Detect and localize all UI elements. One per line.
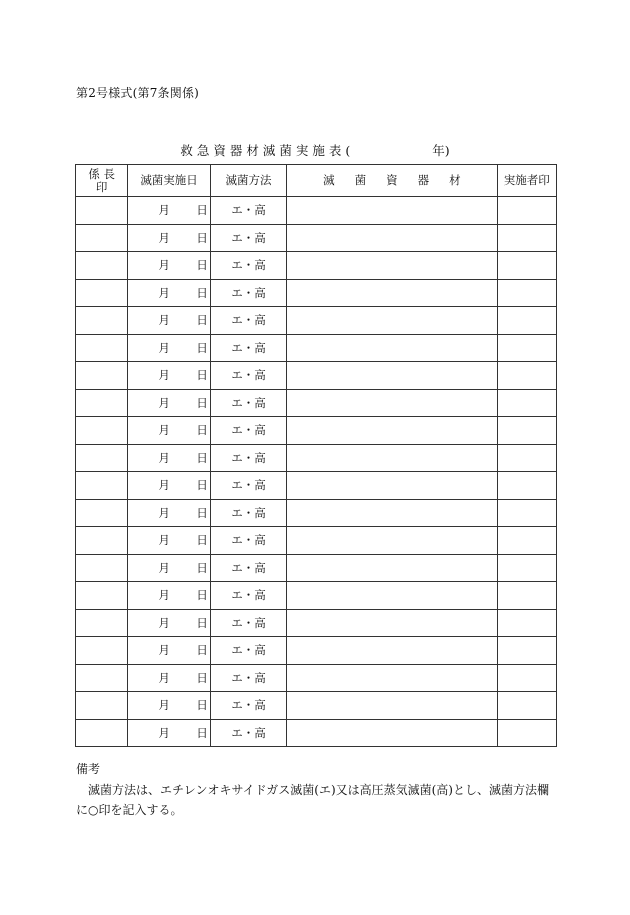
equipment-cell[interactable] (287, 527, 497, 555)
table-row (76, 252, 557, 280)
method-cell[interactable]: エ・高 (210, 472, 286, 500)
table-row (76, 637, 557, 665)
header-equipment: 滅 菌 資 器 材 (287, 165, 497, 197)
date-cell[interactable] (128, 527, 211, 555)
date-cell[interactable] (128, 499, 211, 527)
header-date: 滅菌実施日 (128, 165, 211, 197)
month-label: 月 (158, 698, 170, 713)
equipment-cell[interactable] (287, 637, 497, 665)
day-label: 日 (196, 478, 208, 493)
day-label: 日 (196, 588, 208, 603)
operator-seal-cell[interactable] (497, 334, 556, 362)
table-row (76, 362, 557, 390)
method-cell[interactable]: エ・高 (210, 279, 286, 307)
chief-seal-cell[interactable] (76, 582, 128, 610)
month-label: 月 (158, 670, 170, 685)
month-label: 月 (158, 478, 170, 493)
equipment-cell[interactable] (287, 582, 497, 610)
day-label: 日 (196, 203, 208, 218)
operator-seal-cell[interactable] (497, 362, 556, 390)
title-text: 救急資器材滅菌実施表( (180, 143, 355, 158)
document-title (0, 141, 630, 159)
date-cell[interactable] (128, 637, 211, 665)
method-cell[interactable]: エ・高 (210, 609, 286, 637)
notes-title: 備考 (76, 762, 101, 776)
chief-seal-cell[interactable] (76, 637, 128, 665)
method-cell[interactable]: エ・高 (210, 719, 286, 747)
day-label: 日 (196, 258, 208, 273)
date-cell[interactable] (128, 389, 211, 417)
method-cell[interactable]: エ・高 (210, 527, 286, 555)
table-row (76, 307, 557, 335)
day-label: 日 (196, 230, 208, 245)
day-label: 日 (196, 698, 208, 713)
method-cell[interactable]: エ・高 (210, 362, 286, 390)
date-cell[interactable] (128, 417, 211, 445)
chief-seal-cell[interactable] (76, 664, 128, 692)
date-cell[interactable] (128, 472, 211, 500)
method-cell[interactable]: エ・高 (210, 444, 286, 472)
operator-seal-cell[interactable] (497, 637, 556, 665)
title-year-suffix: 年) (432, 143, 450, 158)
equipment-cell[interactable] (287, 197, 497, 225)
method-cell[interactable]: エ・高 (210, 582, 286, 610)
date-cell[interactable] (128, 692, 211, 720)
table-row (76, 224, 557, 252)
chief-seal-cell[interactable] (76, 417, 128, 445)
date-cell[interactable] (128, 334, 211, 362)
month-label: 月 (158, 560, 170, 575)
table-row (76, 279, 557, 307)
date-cell[interactable] (128, 224, 211, 252)
table-row (76, 527, 557, 555)
month-label: 月 (158, 450, 170, 465)
equipment-cell[interactable] (287, 224, 497, 252)
equipment-cell[interactable] (287, 252, 497, 280)
equipment-cell[interactable] (287, 554, 497, 582)
operator-seal-cell[interactable] (497, 692, 556, 720)
header-chief-line2: 印 (95, 179, 108, 194)
day-label: 日 (196, 505, 208, 520)
month-label: 月 (158, 230, 170, 245)
date-cell[interactable] (128, 609, 211, 637)
date-cell[interactable] (128, 664, 211, 692)
method-cell[interactable]: エ・高 (210, 224, 286, 252)
operator-seal-cell[interactable] (497, 527, 556, 555)
method-cell[interactable]: エ・高 (210, 252, 286, 280)
table-row (76, 719, 557, 747)
table-row (76, 472, 557, 500)
equipment-cell[interactable] (287, 279, 497, 307)
header-operator-seal: 実施者印 (497, 165, 556, 197)
operator-seal-cell[interactable] (497, 389, 556, 417)
operator-seal-cell[interactable] (497, 499, 556, 527)
header-method: 滅菌方法 (210, 165, 286, 197)
date-cell[interactable] (128, 582, 211, 610)
equipment-cell[interactable] (287, 472, 497, 500)
month-label: 月 (158, 340, 170, 355)
day-label: 日 (196, 643, 208, 658)
operator-seal-cell[interactable] (497, 554, 556, 582)
month-label: 月 (158, 505, 170, 520)
chief-seal-cell[interactable] (76, 197, 128, 225)
table-row (76, 609, 557, 637)
equipment-cell[interactable] (287, 417, 497, 445)
equipment-cell[interactable] (287, 609, 497, 637)
equipment-cell[interactable] (287, 362, 497, 390)
method-cell[interactable]: エ・高 (210, 417, 286, 445)
day-label: 日 (196, 670, 208, 685)
equipment-cell[interactable] (287, 334, 497, 362)
date-cell[interactable] (128, 554, 211, 582)
chief-seal-cell[interactable] (76, 307, 128, 335)
chief-seal-cell[interactable] (76, 252, 128, 280)
operator-seal-cell[interactable] (497, 444, 556, 472)
month-label: 月 (158, 725, 170, 740)
table-row (76, 444, 557, 472)
day-label: 日 (196, 450, 208, 465)
date-cell[interactable] (128, 362, 211, 390)
chief-seal-cell[interactable] (76, 389, 128, 417)
table-row (76, 692, 557, 720)
chief-seal-cell[interactable] (76, 719, 128, 747)
date-cell[interactable] (128, 444, 211, 472)
operator-seal-cell[interactable] (497, 472, 556, 500)
method-cell[interactable]: エ・高 (210, 389, 286, 417)
date-cell[interactable] (128, 279, 211, 307)
operator-seal-cell[interactable] (497, 582, 556, 610)
month-label: 月 (158, 588, 170, 603)
equipment-cell[interactable] (287, 307, 497, 335)
method-cell[interactable]: エ・高 (210, 692, 286, 720)
day-label: 日 (196, 615, 208, 630)
operator-seal-cell[interactable] (497, 664, 556, 692)
sterilization-record-table (75, 164, 557, 747)
month-label: 月 (158, 368, 170, 383)
method-cell[interactable]: エ・高 (210, 664, 286, 692)
day-label: 日 (196, 725, 208, 740)
table-row (76, 417, 557, 445)
operator-seal-cell[interactable] (497, 609, 556, 637)
form-number: 第2号様式(第7条関係) (76, 86, 200, 100)
method-cell[interactable]: エ・高 (210, 334, 286, 362)
method-cell[interactable]: エ・高 (210, 307, 286, 335)
table-row (76, 389, 557, 417)
chief-seal-cell[interactable] (76, 224, 128, 252)
table-row (76, 197, 557, 225)
notes-body: 滅菌方法は、エチレンオキサイドガス滅菌(エ)又は高圧蒸気滅菌(高)とし、滅菌方法欄に○印を記入する。 (76, 783, 549, 817)
month-label: 月 (158, 395, 170, 410)
day-label: 日 (196, 285, 208, 300)
table-row (76, 334, 557, 362)
operator-seal-cell[interactable] (497, 197, 556, 225)
day-label: 日 (196, 423, 208, 438)
month-label: 月 (158, 203, 170, 218)
chief-seal-cell[interactable] (76, 692, 128, 720)
equipment-cell[interactable] (287, 692, 497, 720)
operator-seal-cell[interactable] (497, 279, 556, 307)
chief-seal-cell[interactable] (76, 554, 128, 582)
operator-seal-cell[interactable] (497, 417, 556, 445)
date-cell[interactable] (128, 197, 211, 225)
month-label: 月 (158, 423, 170, 438)
table-row (76, 499, 557, 527)
chief-seal-cell[interactable] (76, 362, 128, 390)
equipment-cell[interactable] (287, 499, 497, 527)
month-label: 月 (158, 533, 170, 548)
equipment-cell[interactable] (287, 389, 497, 417)
chief-seal-cell[interactable] (76, 472, 128, 500)
method-cell[interactable]: エ・高 (210, 554, 286, 582)
header-row (76, 165, 557, 197)
day-label: 日 (196, 395, 208, 410)
chief-seal-cell[interactable] (76, 609, 128, 637)
date-cell[interactable] (128, 719, 211, 747)
method-cell[interactable]: エ・高 (210, 499, 286, 527)
day-label: 日 (196, 368, 208, 383)
date-cell[interactable] (128, 252, 211, 280)
table-row (76, 664, 557, 692)
date-cell[interactable] (128, 307, 211, 335)
month-label: 月 (158, 313, 170, 328)
equipment-cell[interactable] (287, 719, 497, 747)
chief-seal-cell[interactable] (76, 444, 128, 472)
month-label: 月 (158, 615, 170, 630)
operator-seal-cell[interactable] (497, 224, 556, 252)
operator-seal-cell[interactable] (497, 719, 556, 747)
header-chief-seal (76, 165, 128, 197)
equipment-cell[interactable] (287, 664, 497, 692)
method-cell[interactable]: エ・高 (210, 197, 286, 225)
chief-seal-cell[interactable] (76, 279, 128, 307)
equipment-cell[interactable] (287, 444, 497, 472)
method-cell[interactable]: エ・高 (210, 637, 286, 665)
month-label: 月 (158, 643, 170, 658)
table-row (76, 554, 557, 582)
operator-seal-cell[interactable] (497, 307, 556, 335)
month-label: 月 (158, 258, 170, 273)
month-label: 月 (158, 285, 170, 300)
operator-seal-cell[interactable] (497, 252, 556, 280)
day-label: 日 (196, 340, 208, 355)
header-chief-line1: 係 長 (88, 166, 115, 181)
day-label: 日 (196, 533, 208, 548)
chief-seal-cell[interactable] (76, 334, 128, 362)
table-row (76, 582, 557, 610)
day-label: 日 (196, 560, 208, 575)
day-label: 日 (196, 313, 208, 328)
chief-seal-cell[interactable] (76, 527, 128, 555)
chief-seal-cell[interactable] (76, 499, 128, 527)
